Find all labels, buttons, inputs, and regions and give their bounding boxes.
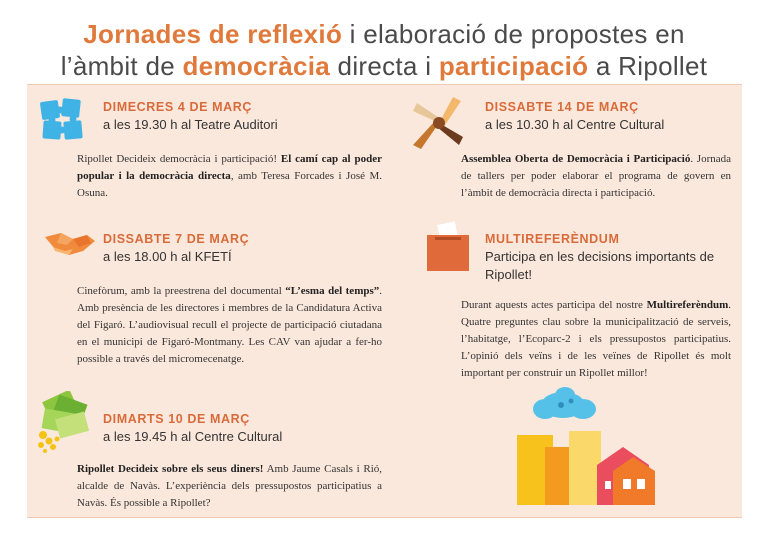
event-text: Ripollet Decideix democràcia i participació! (77, 153, 281, 165)
event-location: a les 18.00 h al KFETÍ (103, 249, 232, 264)
event-header (103, 99, 353, 134)
event-header (485, 231, 735, 284)
event-text: . Jornada de tallers per poder elaborar el programa de govern en l’àmbit de democràcia directa i participació. (461, 153, 731, 199)
event-description (77, 151, 382, 202)
event-description (77, 283, 382, 368)
event-description (461, 297, 731, 382)
title-line-2 (0, 50, 768, 82)
event-date: DISSABTE 7 DE MARÇ (103, 232, 250, 246)
town-illustration (507, 385, 667, 511)
event-text-bold: Ripollet Decideix sobre els seus diners! (77, 463, 264, 475)
joined-hands-icon (409, 93, 467, 155)
title-text: i elaboració de propostes en (342, 19, 685, 49)
title-highlight-democracia: democràcia (182, 51, 331, 81)
event-location: Participa en les decisions importants de Ripollet! (485, 249, 715, 282)
event-text-bold: El camí cap al poder popular i la democràcia directa (77, 153, 382, 182)
event-text: Durant aquests actes participa del nostre (461, 299, 647, 311)
title-text: directa i (330, 51, 439, 81)
ballot-box-icon (425, 221, 473, 273)
event-location: a les 10.30 h al Centre Cultural (485, 117, 665, 132)
event-header (103, 231, 353, 266)
handshake-icon (43, 225, 97, 259)
title-highlight-jornades: Jornades de reflexió (83, 19, 343, 49)
event-header (485, 99, 735, 134)
title-text: l’àmbit de (60, 51, 183, 81)
event-location: a les 19.45 h al Centre Cultural (103, 429, 283, 444)
event-date: DISSABTE 14 DE MARÇ (485, 100, 639, 114)
event-date: DIMECRES 4 DE MARÇ (103, 100, 253, 114)
event-description (461, 151, 731, 202)
event-text: . Quatre preguntes clau sobre la municipalització de serveis, l’habitatge, l’Ecoparc-2 i els pressupostos participatius. L’opinió dels veïns i de les veïnes de Ripollet és molt important per construir un Ripollet millor! (461, 299, 731, 379)
event-text: , amb Teresa Forcades i José M. Osuna. (77, 170, 382, 199)
event-text: Cinefòrum, amb la preestrena del documental (77, 285, 286, 297)
event-text: Amb Jaume Casals i Rió, alcalde de Navàs. L’experiència dels pressupostos participatius a Navàs. És possible a Ripollet? (77, 463, 382, 509)
puzzle-icon (39, 97, 85, 143)
event-text-bold: Multireferèndum (646, 299, 729, 311)
event-text-bold: “L’esma del temps” (285, 285, 380, 297)
page-title (0, 18, 768, 82)
title-highlight-participacio: participació (438, 51, 589, 81)
event-date: MULTIREFERÈNDUM (485, 232, 620, 246)
event-date: DIMARTS 10 DE MARÇ (103, 412, 250, 426)
event-header (103, 411, 353, 446)
events-panel (27, 84, 742, 518)
event-description (77, 461, 382, 512)
banknotes-icon (35, 391, 95, 453)
title-text: a Ripollet (588, 51, 708, 81)
event-text: . Amb presència de les directores i membres de la Candidatura Activa del Figaró. L’audiovisual recull el projecte de participació ciutadana en el municipi de Figaró-Montmany. Les CAV van ajudar a fer-ho possible a través del micromecenatge. (77, 285, 383, 365)
title-line-1 (0, 18, 768, 50)
event-location: a les 19.30 h al Teatre Auditori (103, 117, 278, 132)
event-text-bold: Assemblea Oberta de Democràcia i Participació (461, 153, 691, 165)
